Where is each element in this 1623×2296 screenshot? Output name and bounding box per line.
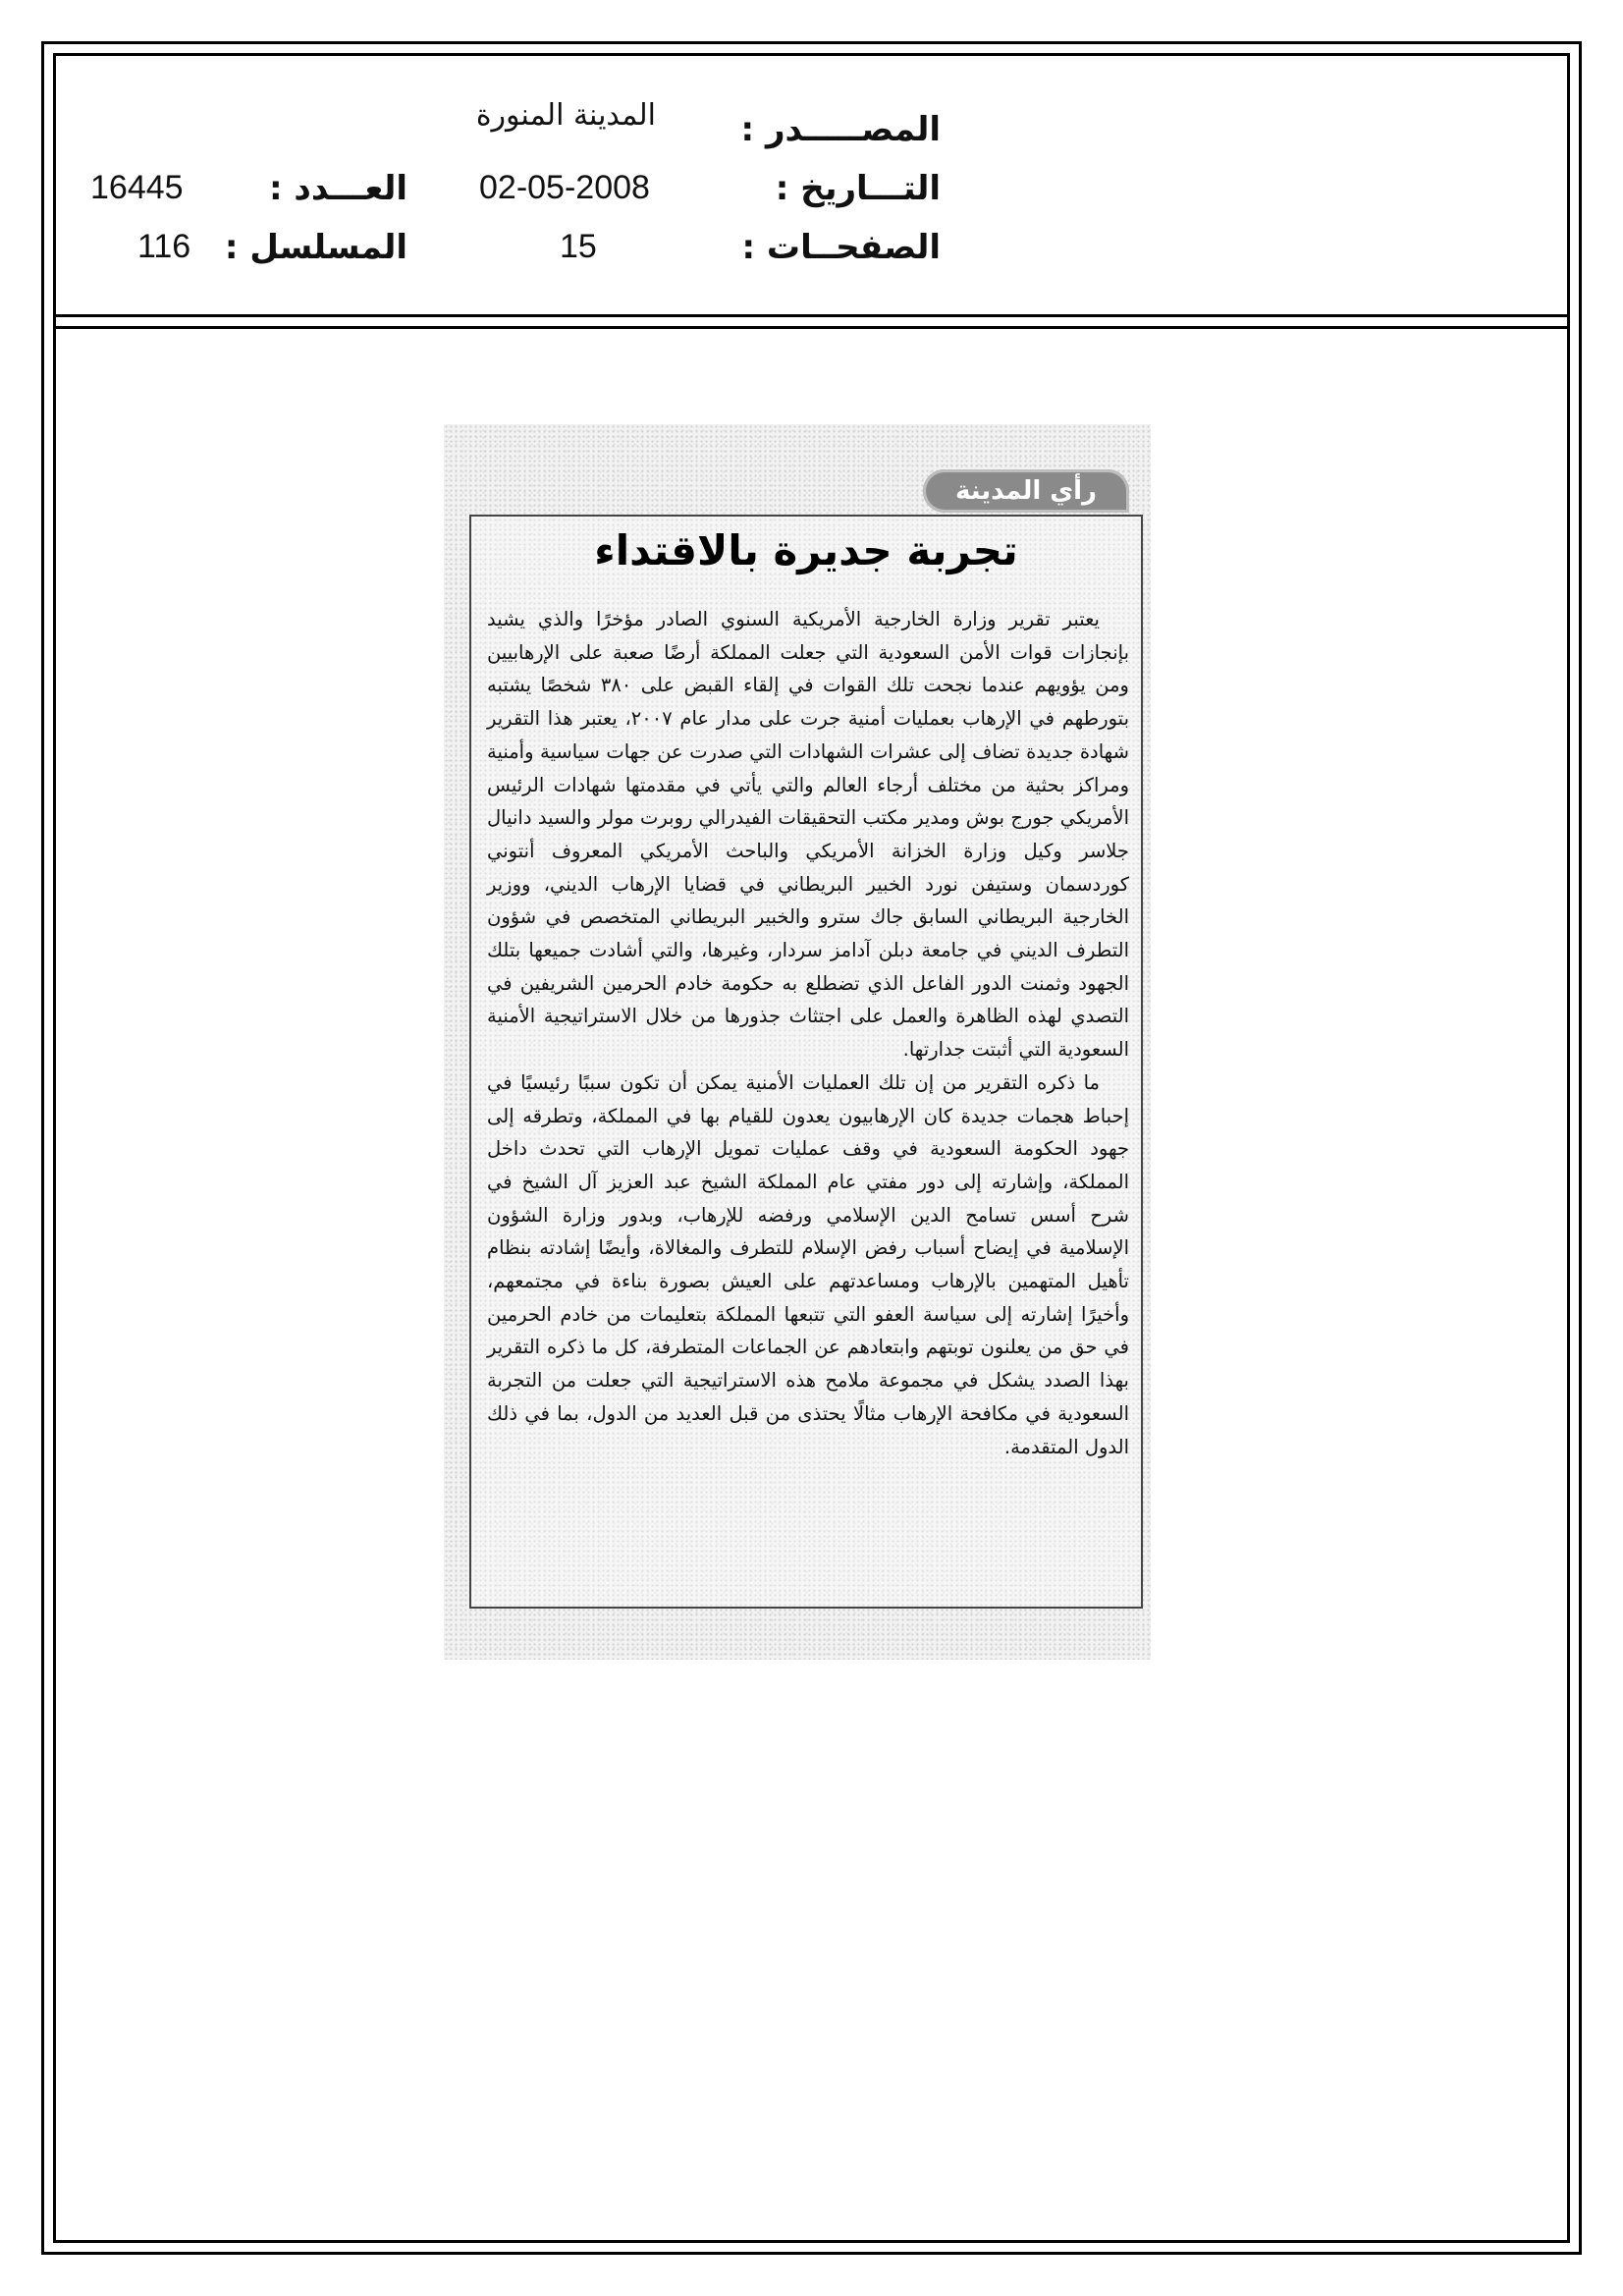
pages-label: الصفحــات :	[741, 228, 941, 267]
article-paragraph: ما ذكره التقرير من إن تلك العمليات الأمنية يمكن أن تكون سببًا رئيسيًا في إحباط هجمات جديدة كان الإرهابيون يعدون للقيام بها في المملكة، وتطرقه إلى جهود الحكومة السعودية في وقف عمليات تمويل الإرهاب التي تحدث داخل المملكة، وإشارته إلى دور مفتي عام المملكة الشيخ عبد العزيز آل الشيخ في شرح أسس تسامح الدين الإسلامي ورفضه للإرهاب، وبدور وزارة الشؤون الإسلامية في إيضاح أسباب رفض الإسلام للتطرف والمغالاة، وأيضًا إشادته بنظام تأهيل المتهمين بالإرهاب ومساعدتهم على العيش بصورة بناءة في مجتمعهم، وأخيرًا إشارته إلى سياسة العفو التي تتبعها المملكة بتعليمات من خادم الحرمين في حق من يعلنون توبتهم وابتعادهم عن الجماعات المتطرفة، كل ما ذكره التقرير بهذا الصدد يشكل في مجموعة ملامح هذه الاستراتيجية التي جعلت من التجربة السعودية في مكافحة الإرهاب مثالًا يحتذى من قبل العديد من الدول، بما في ذلك الدول المتقدمة.	[487, 1070, 1129, 1458]
pages-value: 15	[560, 228, 597, 265]
serial-value: 116	[137, 228, 191, 265]
header-divider-second	[53, 326, 1570, 329]
issue-label: العـــدد :	[269, 169, 407, 208]
header-divider	[53, 314, 1570, 317]
newspaper-clipping	[444, 424, 1151, 1660]
issue-value: 16445	[90, 169, 184, 206]
source-value: المدينة المنورة	[475, 98, 656, 133]
article-box	[469, 515, 1143, 1609]
serial-label: المسلسل :	[224, 228, 407, 267]
section-tag: رأي المدينة	[923, 469, 1129, 513]
date-label: التـــاريخ :	[775, 169, 941, 208]
article-paragraph: يعتبر تقرير وزارة الخارجية الأمريكية السنوي الصادر مؤخرًا والذي يشيد بإنجازات قوات الأمن السعودية التي جعلت المملكة أرضًا صعبة على الإرهابيين ومن يؤويهم عندما نجحت تلك القوات في إلقاء القبض على ٣٨٠ شخصًا يشتبه بتورطهم في الإرهاب بعمليات أمنية جرت على مدار عام ٢٠٠٧، يعتبر هذا التقرير شهادة جديدة تضاف إلى عشرات الشهادات التي صدرت عن جهات سياسية وأمنية ومراكز بحثية من مختلف أرجاء العالم والتي يأتي في مقدمتها شهادات الرئيس الأمريكي جورج بوش ومدير مكتب التحقيقات الفيدرالي روبرت مولر والسيد دانيال جلاسر وكيل وزارة الخزانة الأمريكي والباحث الأمريكي المعروف أنتوني كوردسمان وستيفن نورد الخبير البريطاني في قضايا الإرهاب الديني، ووزير الخارجية البريطاني السابق جاك سترو والخبير البريطاني المتخصص في شؤون التطرف الديني في جامعة دبلن آدامز سردار، وغيرها، والتي أشادت جميعها بتلك الجهود وثمنت الدور الفاعل الذي تضطلع به حكومة خادم الحرمين الشريفين في التصدي لهذه الظاهرة والعمل على اجتثاث جذورها من خلال الاستراتيجية الأمنية السعودية التي أثبتت جدارتها.	[487, 608, 1129, 1062]
date-value: 02-05-2008	[479, 169, 650, 206]
source-label: المصـــــدر :	[740, 110, 941, 149]
article-headline: تجربة جديرة بالاقتداء	[594, 526, 1018, 574]
article-body	[487, 603, 1129, 1463]
